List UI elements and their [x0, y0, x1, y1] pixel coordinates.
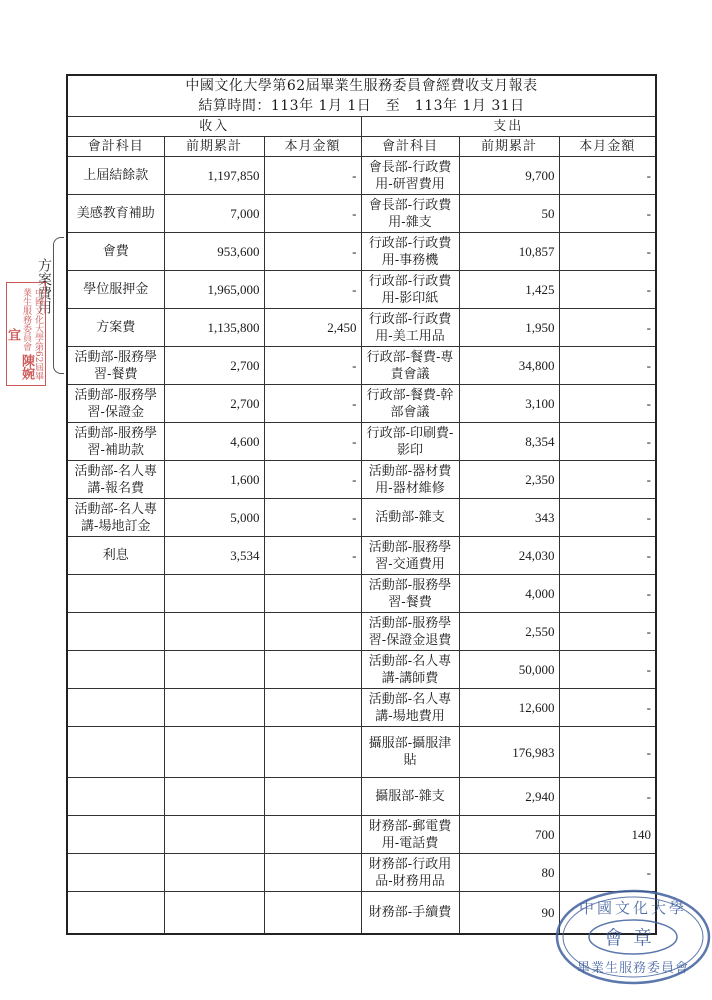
table-row	[67, 309, 656, 347]
table-row	[67, 816, 656, 854]
margin-bracket	[53, 237, 64, 374]
income-month-cell	[264, 575, 361, 613]
report-header	[67, 75, 656, 117]
personal-seal-name: 陳婉宜	[5, 327, 34, 380]
expense-account-cell: 行政部-行政費用-影印紙	[361, 271, 459, 309]
expense-account-cell: 財務部-行政用品-財務用品	[361, 854, 459, 892]
income-account-header: 會計科目	[67, 137, 164, 157]
expense-account-cell: 會長部-行政費用-雜支	[361, 195, 459, 233]
expense-prior-cell: 12,600	[459, 689, 559, 727]
expense-account-cell: 活動部-名人專講-場地費用	[361, 689, 459, 727]
table-row	[67, 347, 656, 385]
expense-prior-cell: 50,000	[459, 651, 559, 689]
personal-seal-stamp	[6, 282, 46, 386]
income-prior-cell	[164, 854, 264, 892]
expense-account-cell: 活動部-名人專講-講師費	[361, 651, 459, 689]
expense-prior-cell: 700	[459, 816, 559, 854]
income-account-cell	[67, 575, 164, 613]
income-prior-cell	[164, 689, 264, 727]
table-row	[67, 537, 656, 575]
expense-month-cell: -	[559, 537, 656, 575]
income-prior-cell: 1,600	[164, 461, 264, 499]
table-row	[67, 575, 656, 613]
financial-report-table	[66, 74, 657, 935]
expense-prior-cell: 50	[459, 195, 559, 233]
expense-account-cell: 行政部-餐費-幹部會議	[361, 385, 459, 423]
income-account-cell: 活動部-服務學習-補助款	[67, 423, 164, 461]
income-account-cell	[67, 778, 164, 816]
expense-account-cell: 財務部-手續費	[361, 892, 459, 935]
expense-account-cell: 活動部-器材費用-器材維修	[361, 461, 459, 499]
income-account-cell: 上屆結餘款	[67, 157, 164, 195]
table-row	[67, 651, 656, 689]
income-month-cell	[264, 854, 361, 892]
income-prior-cell: 4,600	[164, 423, 264, 461]
expense-prior-cell: 34,800	[459, 347, 559, 385]
org-seal-top-text: 中國文化大學	[578, 899, 688, 917]
expense-month-cell: -	[559, 271, 656, 309]
expense-account-header: 會計科目	[361, 137, 459, 157]
income-prior-cell: 5,000	[164, 499, 264, 537]
expense-prior-cell: 176,983	[459, 727, 559, 778]
income-month-cell: -	[264, 195, 361, 233]
income-account-cell: 活動部-服務學習-餐費	[67, 347, 164, 385]
expense-prior-cell: 4,000	[459, 575, 559, 613]
income-month-cell	[264, 892, 361, 935]
income-month-cell: -	[264, 537, 361, 575]
income-month-cell	[264, 651, 361, 689]
expense-prior-cell: 2,550	[459, 613, 559, 651]
table-row	[67, 423, 656, 461]
org-seal-center-text: 會章	[603, 927, 663, 949]
table-row	[67, 461, 656, 499]
expense-month-cell: -	[559, 423, 656, 461]
expense-month-cell: -	[559, 575, 656, 613]
expense-month-cell: -	[559, 309, 656, 347]
expense-section-header: 支出	[361, 117, 656, 137]
income-prior-cell: 1,965,000	[164, 271, 264, 309]
table-row	[67, 727, 656, 778]
expense-account-cell: 活動部-服務學習-交通費用	[361, 537, 459, 575]
table-row	[67, 195, 656, 233]
expense-account-cell: 活動部-雜支	[361, 499, 459, 537]
income-account-cell: 活動部-名人專講-報名費	[67, 461, 164, 499]
income-account-cell: 美感教育補助	[67, 195, 164, 233]
income-month-cell: -	[264, 157, 361, 195]
income-account-cell	[67, 727, 164, 778]
table-row	[67, 689, 656, 727]
expense-month-cell: -	[559, 347, 656, 385]
expense-account-cell: 行政部-行政費用-美工用品	[361, 309, 459, 347]
org-seal-bottom-text: 畢業生服務委員會	[576, 961, 690, 976]
income-prior-cell: 953,600	[164, 233, 264, 271]
expense-month-cell: -	[559, 385, 656, 423]
income-account-cell: 方案費	[67, 309, 164, 347]
report-period: 結算時間：113年 1月 1日 至 113年 1月 31日	[198, 98, 525, 114]
expense-prior-cell: 9,700	[459, 157, 559, 195]
expense-account-cell: 行政部-印刷費-影印	[361, 423, 459, 461]
income-prior-cell	[164, 892, 264, 935]
expense-account-cell: 行政部-餐費-專責會議	[361, 347, 459, 385]
income-account-cell	[67, 892, 164, 935]
expense-prior-cell: 8,354	[459, 423, 559, 461]
income-prior-cell: 3,534	[164, 537, 264, 575]
income-month-cell: 2,450	[264, 309, 361, 347]
income-prior-cell: 7,000	[164, 195, 264, 233]
expense-prior-header: 前期累計	[459, 137, 559, 157]
table-row	[67, 613, 656, 651]
expense-account-cell: 行政部-行政費用-事務機	[361, 233, 459, 271]
income-account-cell	[67, 651, 164, 689]
income-account-cell	[67, 613, 164, 651]
table-row	[67, 271, 656, 309]
expense-month-cell: -	[559, 727, 656, 778]
expense-prior-cell: 2,940	[459, 778, 559, 816]
personal-seal-org: 中國文化大學第62屆畢業生服務委員會	[21, 287, 43, 381]
income-month-cell	[264, 816, 361, 854]
table-row	[67, 233, 656, 271]
income-month-header: 本月金額	[264, 137, 361, 157]
income-month-cell	[264, 778, 361, 816]
expense-account-cell: 會長部-行政費用-研習費用	[361, 157, 459, 195]
table-row	[67, 499, 656, 537]
expense-account-cell: 活動部-服務學習-餐費	[361, 575, 459, 613]
expense-prior-cell: 24,030	[459, 537, 559, 575]
income-account-cell: 學位服押金	[67, 271, 164, 309]
income-prior-header: 前期累計	[164, 137, 264, 157]
income-account-cell	[67, 816, 164, 854]
expense-prior-cell: 1,950	[459, 309, 559, 347]
income-account-cell: 會費	[67, 233, 164, 271]
income-month-cell	[264, 613, 361, 651]
income-prior-cell	[164, 651, 264, 689]
income-month-cell: -	[264, 423, 361, 461]
table-row	[67, 778, 656, 816]
income-month-cell	[264, 727, 361, 778]
expense-account-cell: 財務部-郵電費用-電話費	[361, 816, 459, 854]
income-account-cell	[67, 854, 164, 892]
expense-prior-cell: 80	[459, 854, 559, 892]
expense-month-cell: -	[559, 778, 656, 816]
expense-month-cell: -	[559, 157, 656, 195]
expense-prior-cell: 90	[459, 892, 559, 935]
expense-prior-cell: 2,350	[459, 461, 559, 499]
income-month-cell: -	[264, 385, 361, 423]
income-prior-cell	[164, 575, 264, 613]
income-account-cell: 活動部-服務學習-保證金	[67, 385, 164, 423]
expense-month-cell: 140	[559, 816, 656, 854]
expense-account-cell: 攝服部-攝服津貼	[361, 727, 459, 778]
income-month-cell: -	[264, 347, 361, 385]
expense-prior-cell: 3,100	[459, 385, 559, 423]
expense-prior-cell: 10,857	[459, 233, 559, 271]
margin-handwritten-note: 方案費用	[36, 258, 52, 314]
income-month-cell: -	[264, 499, 361, 537]
income-prior-cell	[164, 816, 264, 854]
organization-seal-stamp	[553, 887, 711, 987]
expense-month-cell: -	[559, 461, 656, 499]
income-prior-cell: 1,135,800	[164, 309, 264, 347]
income-account-cell: 利息	[67, 537, 164, 575]
income-account-cell: 活動部-名人專講-場地訂金	[67, 499, 164, 537]
expense-prior-cell: 1,425	[459, 271, 559, 309]
expense-month-header: 本月金額	[559, 137, 656, 157]
expense-month-cell: -	[559, 233, 656, 271]
expense-month-cell: -	[559, 854, 656, 892]
expense-month-cell: -	[559, 689, 656, 727]
expense-month-cell: -	[559, 499, 656, 537]
income-prior-cell	[164, 778, 264, 816]
income-account-cell	[67, 689, 164, 727]
expense-month-cell: -	[559, 195, 656, 233]
income-prior-cell: 2,700	[164, 385, 264, 423]
income-prior-cell	[164, 727, 264, 778]
income-prior-cell: 1,197,850	[164, 157, 264, 195]
expense-account-cell: 攝服部-雜支	[361, 778, 459, 816]
expense-account-cell: 活動部-服務學習-保證金退費	[361, 613, 459, 651]
expense-prior-cell: 343	[459, 499, 559, 537]
table-row	[67, 385, 656, 423]
income-prior-cell	[164, 613, 264, 651]
report-title: 中國文化大學第62屆畢業生服務委員會經費收支月報表	[185, 78, 538, 94]
expense-month-cell: -	[559, 613, 656, 651]
income-month-cell: -	[264, 271, 361, 309]
income-month-cell: -	[264, 233, 361, 271]
table-row	[67, 157, 656, 195]
expense-month-cell: -	[559, 651, 656, 689]
table-row	[67, 854, 656, 892]
income-month-cell	[264, 689, 361, 727]
income-prior-cell: 2,700	[164, 347, 264, 385]
income-section-header: 收入	[67, 117, 361, 137]
income-month-cell: -	[264, 461, 361, 499]
